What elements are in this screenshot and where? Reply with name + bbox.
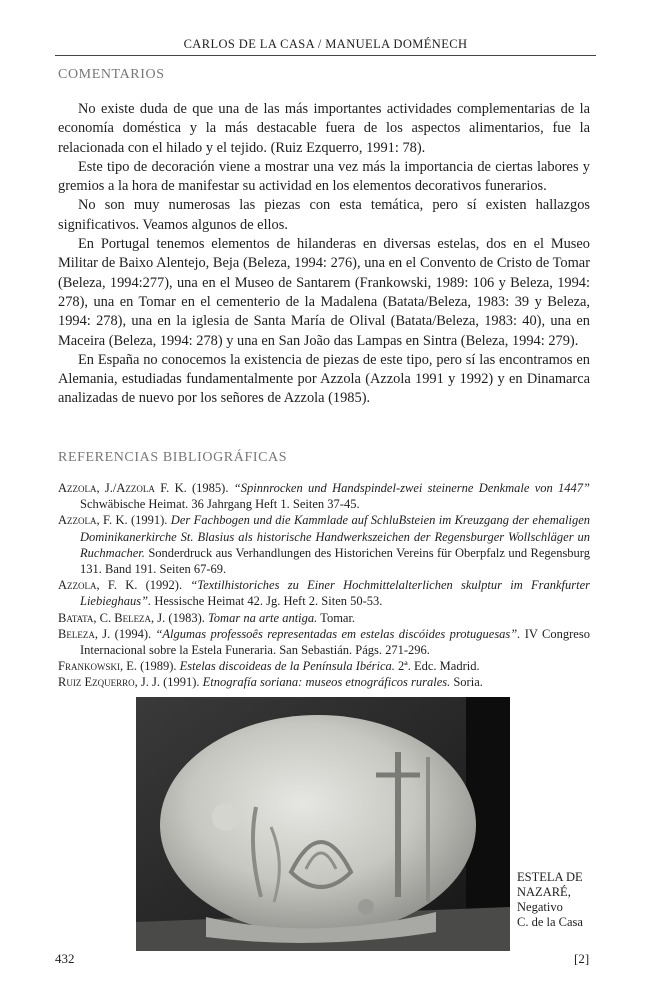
reference-author: Azzola, F. K. (1991). (58, 513, 168, 528)
reference-author: Ruiz Ezquerro, J. J. (1991). (58, 675, 200, 690)
paragraph: No son muy numerosas las piezas con esta temática, pero sí existen hallazgos significativos. Veamos algunos de ellos. (58, 197, 590, 233)
section-title-referencias: REFERENCIAS BIBLIOGRÁFICAS (58, 450, 288, 465)
caption-line: C. de la Casa (517, 915, 583, 929)
reference-title: Der Fachbogen und die Kammlade auf SchluBsteien im Kreuzgang der ehemaligen Dominikanerkirche St. Blasius als historische Handwerkszeichen der Regensburger Wollschläger un Ruchmacher. (80, 513, 591, 560)
caption-line: ESTELA DE (517, 870, 583, 884)
caption-line: NAZARÉ, (517, 885, 571, 899)
reference-title: Etnografía soriana: museos etnográficos rurales. (202, 675, 451, 690)
figure-caption (517, 870, 597, 930)
page-marker: [2] (574, 951, 590, 966)
reference-author: Azzola, J./Azzola F. K. (1985). (58, 481, 229, 495)
reference-title: “Algumas professoês representadas em estelas discóides protuguesas”. (155, 626, 521, 641)
reference-author: Beleza, J. (1994). (58, 626, 152, 641)
reference-details: Soria. (450, 675, 483, 690)
caption-line: Negativo (517, 900, 563, 914)
reference-details: Tomar. (317, 610, 356, 625)
reference-details: IV Congreso Internacional sobre la Estela Funeraria. San Sebastián. Págs. 271-296. (80, 626, 590, 658)
running-head: CARLOS DE LA CASA / MANUELA DOMÉNECH (183, 37, 468, 51)
reference-author: Azzola, F. K. (1992). (58, 578, 183, 593)
reference-entry (58, 610, 590, 626)
reference-author: Batata, C. Beleza, J. (1983). (58, 610, 205, 625)
reference-details: Schwäbische Heimat. 36 Jahrgang Heft 1. Seiten 37-45. (80, 497, 360, 512)
reference-entry (58, 480, 590, 512)
section-title-comentarios: COMENTARIOS (58, 67, 165, 82)
reference-title: Estelas discoideas de la Península Ibérica. (179, 659, 395, 674)
page-number: 432 (55, 951, 75, 966)
reference-entry (58, 658, 590, 674)
reference-entry (58, 674, 590, 690)
reference-details: 2ª. Edc. Madrid. (394, 659, 480, 674)
stele-photograph (136, 697, 510, 951)
reference-entry (58, 577, 590, 609)
paragraph: Este tipo de decoración viene a mostrar una vez más la importancia de ciertas labores y gremios a la hora de manifestar su actividad en los elementos decorativos funerarios. (58, 158, 590, 195)
reference-title: “Spinnrocken und Handspindel-zwei steinerne Denkmale von 1447” (233, 481, 590, 495)
reference-details: Hessische Heimat 42. Jg. Heft 2. Siten 50-53. (151, 594, 383, 609)
paragraph: En España no conocemos la existencia de piezas de este tipo, pero sí las encontramos en Alemania, estudiadas fundamentalmente por Azzola (Azzola 1991 y 1992) y en Dinamarca analizadas de nuevo por los señores de Azzola (1985). (58, 351, 590, 407)
reference-author: Frankowski, E. (1989). (58, 659, 177, 674)
reference-list (58, 480, 590, 691)
body-text (58, 100, 590, 409)
paragraph: En Portugal tenemos elementos de hilanderas en diversas estelas, dos en el Museo Militar de Baixo Alentejo, Beja (Beleza, 1994: 276), una en el Convento de Cristo de Tomar (Beleza, 1994:277), una en el Museo de Santarem (Frankowski, 1989: 106 y Beleza, 1994: 278), una en Tomar en el cementerio de la Madalena (Batata/Beleza, 1983: 39 y Beleza, 1994: 278), una en la iglesia de Santa María de Olival (Batata/Beleza, 1983: 40), una en Maceira (Beleza, 1994: 278) y una en San João das Lampas en Sintra (Beleza, 1994: 279). (58, 236, 590, 349)
paragraph: No existe duda de que una de las más importantes actividades complementarias de la economía doméstica y la más destacable fuera de los aspectos alimentarios, fue la relacionada con el hilado y el tejido. (Ruiz Ezquerro, 1991: 78). (58, 101, 590, 156)
reference-entry (58, 512, 590, 577)
header-rule (55, 55, 596, 56)
stele-illustration (136, 697, 510, 951)
reference-title: Tomar na arte antiga. (208, 610, 318, 625)
reference-entry (58, 626, 590, 658)
reference-title: “Textilhistoriches zu Einer Hochmittelalterlichen skulptur im Frankfurter Liebieghaus”. (80, 578, 591, 609)
reference-details: Sonderdruck aus Verhandlungen des Historichen Vereins für Oberpfalz und Regensburg 131. Band 191. Seiten 67-69. (80, 545, 590, 577)
